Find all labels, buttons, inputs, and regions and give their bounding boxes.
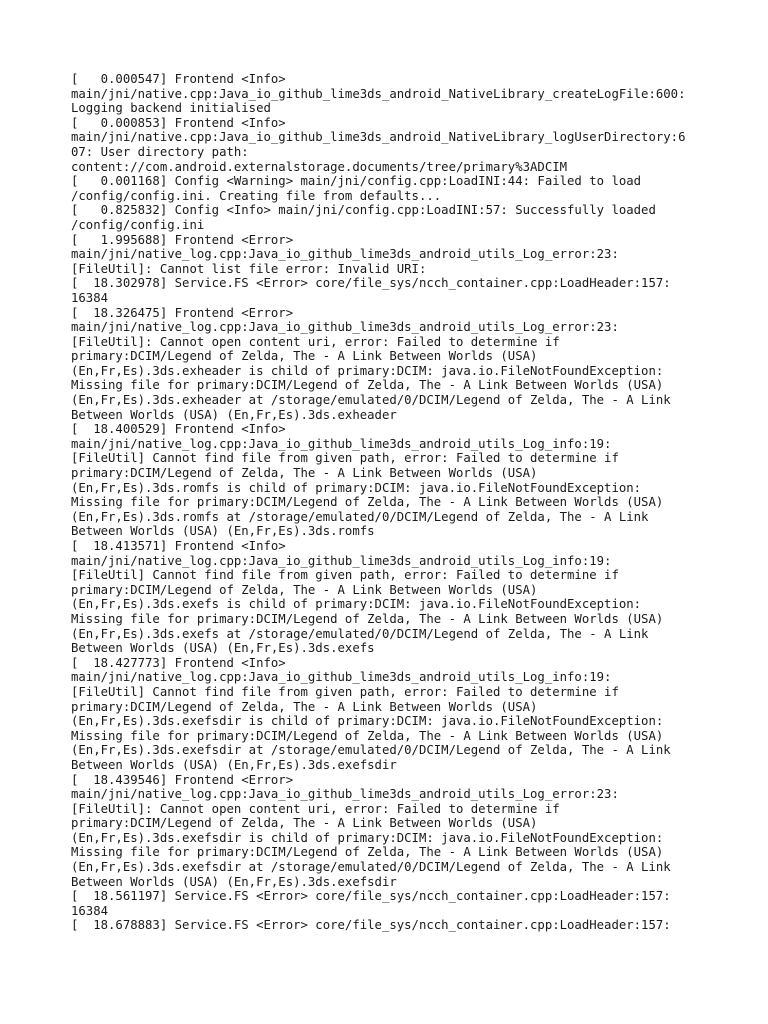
log-line: Between Worlds (USA) (En,Fr,Es).3ds.exefsdir xyxy=(71,757,397,772)
log-line: main/jni/native.cpp:Java_io_github_lime3ds_android_NativeLibrary_createLogFile:600: xyxy=(71,86,686,101)
log-line: Between Worlds (USA) (En,Fr,Es).3ds.exefs xyxy=(71,641,375,656)
log-line: /config/config.ini xyxy=(71,217,205,232)
log-line: main/jni/native_log.cpp:Java_io_github_lime3ds_android_utils_Log_error:23: xyxy=(71,320,619,335)
log-line: [ 18.439546] Frontend <Error> xyxy=(71,772,294,787)
log-line: (En,Fr,Es).3ds.exefs is child of primary:DCIM: java.io.FileNotFoundException: xyxy=(71,597,642,612)
log-line: (En,Fr,Es).3ds.exheader at /storage/emulated/0/DCIM/Legend of Zelda, The - A Link xyxy=(71,393,671,408)
log-line: main/jni/native.cpp:Java_io_github_lime3ds_android_NativeLibrary_logUserDirectory:6 xyxy=(71,130,686,145)
log-line: Missing file for primary:DCIM/Legend of Zelda, The - A Link Between Worlds (USA) xyxy=(71,495,664,510)
log-line: [ 18.561197] Service.FS <Error> core/file_sys/ncch_container.cpp:LoadHeader:157: xyxy=(71,889,671,904)
log-line: main/jni/native_log.cpp:Java_io_github_lime3ds_android_utils_Log_info:19: xyxy=(71,553,612,568)
log-line: [ 18.678883] Service.FS <Error> core/file_sys/ncch_container.cpp:LoadHeader:157: xyxy=(71,918,671,933)
log-line: [ 18.302978] Service.FS <Error> core/file_sys/ncch_container.cpp:LoadHeader:157: xyxy=(71,276,671,291)
log-line: [ 0.000853] Frontend <Info> xyxy=(71,115,286,130)
log-line: (En,Fr,Es).3ds.exefsdir is child of primary:DCIM: java.io.FileNotFoundException: xyxy=(71,830,664,845)
log-line: [FileUtil]: Cannot open content uri, error: Failed to determine if xyxy=(71,801,560,816)
log-line: primary:DCIM/Legend of Zelda, The - A Link Between Worlds (USA) xyxy=(71,582,538,597)
log-line: main/jni/native_log.cpp:Java_io_github_lime3ds_android_utils_Log_error:23: xyxy=(71,247,619,262)
log-line: Missing file for primary:DCIM/Legend of Zelda, The - A Link Between Worlds (USA) xyxy=(71,611,664,626)
log-line: (En,Fr,Es).3ds.exefsdir at /storage/emulated/0/DCIM/Legend of Zelda, The - A Link xyxy=(71,743,671,758)
log-line: 16384 xyxy=(71,903,109,918)
log-line: main/jni/native_log.cpp:Java_io_github_lime3ds_android_utils_Log_info:19: xyxy=(71,670,612,685)
log-line: (En,Fr,Es).3ds.romfs is child of primary:DCIM: java.io.FileNotFoundException: xyxy=(71,480,642,495)
log-line: [FileUtil] Cannot find file from given path, error: Failed to determine if xyxy=(71,451,619,466)
log-line: main/jni/native_log.cpp:Java_io_github_lime3ds_android_utils_Log_error:23: xyxy=(71,787,619,802)
log-line: content://com.android.externalstorage.documents/tree/primary%3ADCIM xyxy=(71,159,568,174)
log-line: Missing file for primary:DCIM/Legend of Zelda, The - A Link Between Worlds (USA) xyxy=(71,378,664,393)
log-line: (En,Fr,Es).3ds.exefs at /storage/emulated/0/DCIM/Legend of Zelda, The - A Link xyxy=(71,626,649,641)
log-line: Between Worlds (USA) (En,Fr,Es).3ds.exheader xyxy=(71,407,397,422)
log-line: (En,Fr,Es).3ds.exefsdir at /storage/emulated/0/DCIM/Legend of Zelda, The - A Link xyxy=(71,860,671,875)
log-line: /config/config.ini. Creating file from defaults... xyxy=(71,188,442,203)
log-line: [FileUtil]: Cannot open content uri, error: Failed to determine if xyxy=(71,334,560,349)
log-line: [FileUtil] Cannot find file from given path, error: Failed to determine if xyxy=(71,684,619,699)
log-line: primary:DCIM/Legend of Zelda, The - A Link Between Worlds (USA) xyxy=(71,699,538,714)
log-line: [ 1.995688] Frontend <Error> xyxy=(71,232,294,247)
log-document xyxy=(71,72,711,933)
log-line: (En,Fr,Es).3ds.exheader is child of primary:DCIM: java.io.FileNotFoundException: xyxy=(71,363,664,378)
log-line: Between Worlds (USA) (En,Fr,Es).3ds.exefsdir xyxy=(71,874,397,889)
log-line: Missing file for primary:DCIM/Legend of Zelda, The - A Link Between Worlds (USA) xyxy=(71,845,664,860)
log-line: (En,Fr,Es).3ds.romfs at /storage/emulated/0/DCIM/Legend of Zelda, The - A Link xyxy=(71,509,649,524)
log-line: [ 0.001168] Config <Warning> main/jni/config.cpp:LoadINI:44: Failed to load xyxy=(71,174,642,189)
log-line: [ 0.000547] Frontend <Info> xyxy=(71,72,286,86)
log-line: [ 18.326475] Frontend <Error> xyxy=(71,305,294,320)
log-line: Between Worlds (USA) (En,Fr,Es).3ds.romfs xyxy=(71,524,375,539)
log-line: Missing file for primary:DCIM/Legend of Zelda, The - A Link Between Worlds (USA) xyxy=(71,728,664,743)
log-line: 16384 xyxy=(71,290,109,305)
log-line: [ 18.400529] Frontend <Info> xyxy=(71,422,286,437)
log-line: [ 18.427773] Frontend <Info> xyxy=(71,655,286,670)
log-line: [FileUtil]: Cannot list file error: Invalid URI: xyxy=(71,261,427,276)
log-line: main/jni/native_log.cpp:Java_io_github_lime3ds_android_utils_Log_info:19: xyxy=(71,436,612,451)
log-line: [FileUtil] Cannot find file from given path, error: Failed to determine if xyxy=(71,568,619,583)
log-line: 07: User directory path: xyxy=(71,144,249,159)
log-line: (En,Fr,Es).3ds.exefsdir is child of primary:DCIM: java.io.FileNotFoundException: xyxy=(71,714,664,729)
log-line: primary:DCIM/Legend of Zelda, The - A Link Between Worlds (USA) xyxy=(71,349,538,364)
log-line: [ 0.825832] Config <Info> main/jni/config.cpp:LoadINI:57: Successfully loaded xyxy=(71,203,656,218)
log-line: [ 18.413571] Frontend <Info> xyxy=(71,539,286,553)
log-line: Logging backend initialised xyxy=(71,101,271,116)
log-line: primary:DCIM/Legend of Zelda, The - A Link Between Worlds (USA) xyxy=(71,466,538,481)
log-line: primary:DCIM/Legend of Zelda, The - A Link Between Worlds (USA) xyxy=(71,816,538,831)
